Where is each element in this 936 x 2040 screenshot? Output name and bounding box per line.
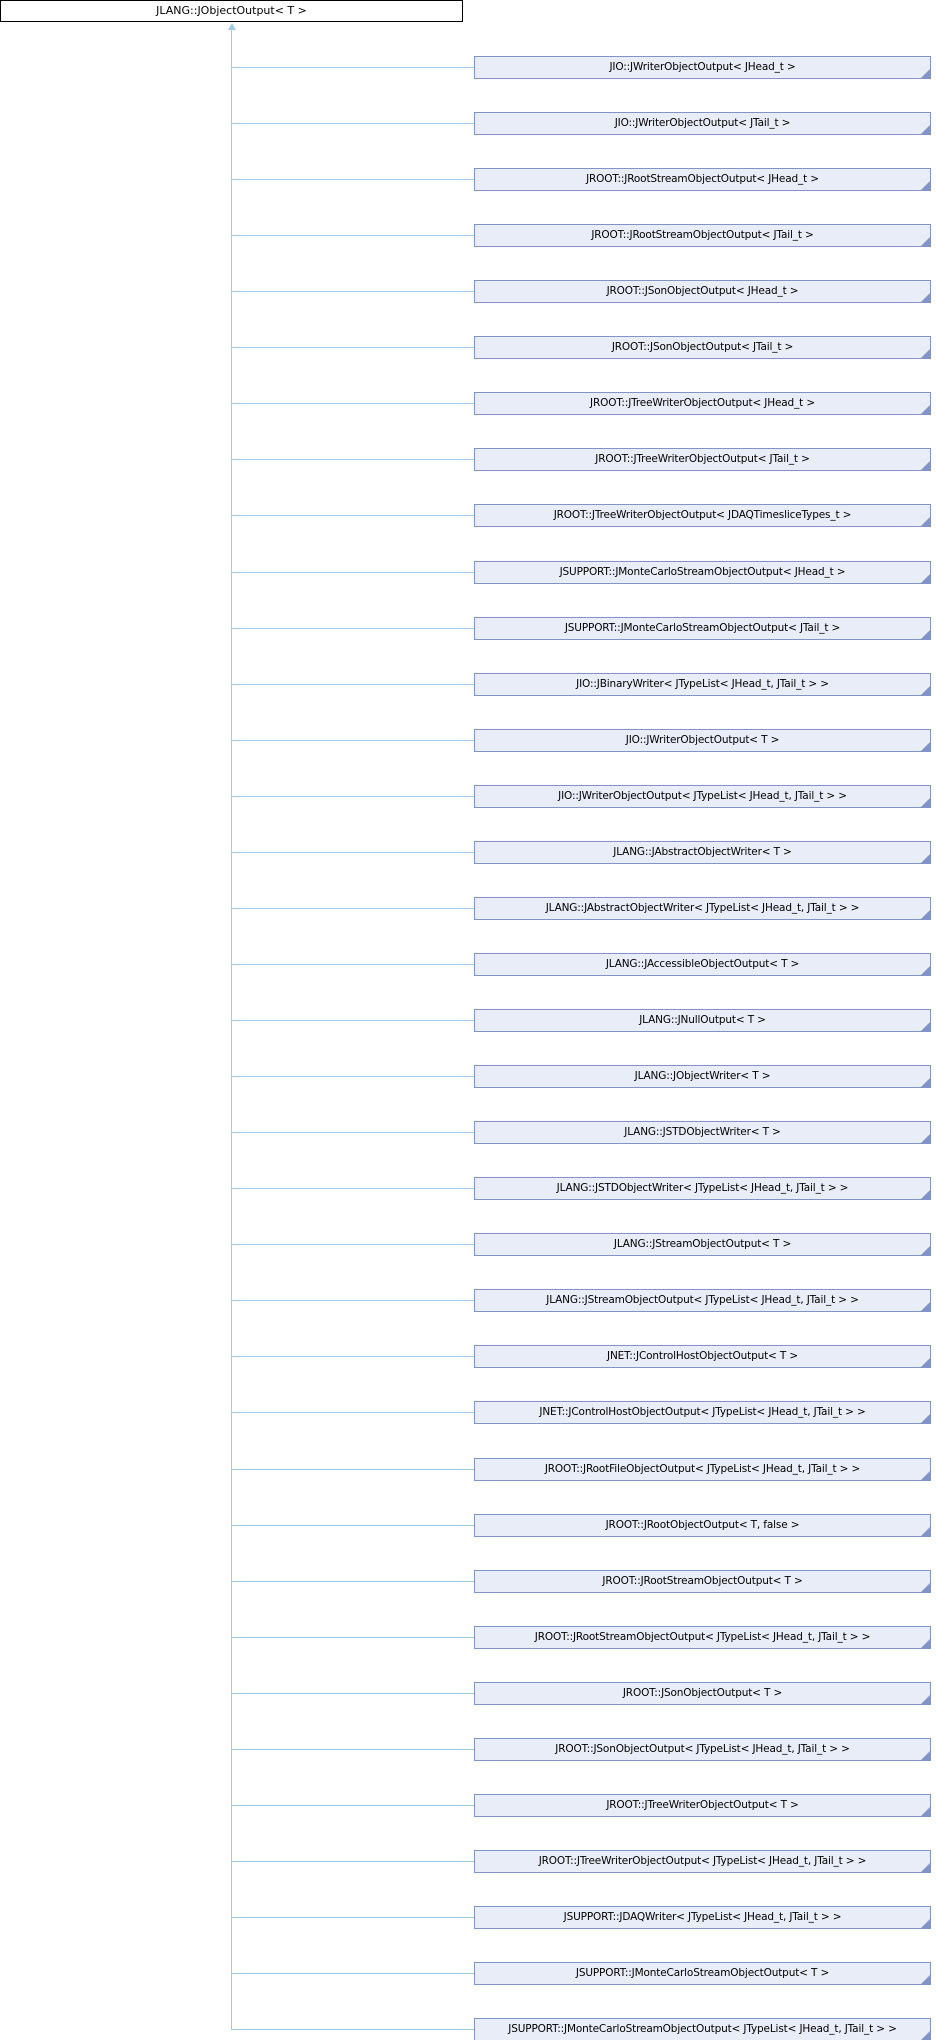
connector-line: [232, 515, 474, 516]
derived-class-node[interactable]: JROOT::JRootFileObjectOutput< JTypeList< JHead_t, JTail_t > >: [474, 1458, 931, 1481]
connector-line: [232, 852, 474, 853]
connector-line: [232, 964, 474, 965]
derived-class-node[interactable]: JROOT::JRootStreamObjectOutput< T >: [474, 1570, 931, 1593]
derived-class-node[interactable]: JROOT::JTreeWriterObjectOutput< JDAQTimesliceTypes_t >: [474, 504, 931, 527]
derived-class-node[interactable]: JLANG::JAbstractObjectWriter< T >: [474, 841, 931, 864]
derived-class-node[interactable]: JROOT::JRootStreamObjectOutput< JHead_t >: [474, 168, 931, 191]
connector-line: [232, 796, 474, 797]
derived-class-node[interactable]: JLANG::JObjectWriter< T >: [474, 1065, 931, 1088]
connector-line: [232, 1356, 474, 1357]
derived-class-node[interactable]: JSUPPORT::JMonteCarloStreamObjectOutput< JTail_t >: [474, 617, 931, 640]
connector-line: [232, 459, 474, 460]
derived-class-node[interactable]: JROOT::JSonObjectOutput< JHead_t >: [474, 280, 931, 303]
connector-line: [232, 403, 474, 404]
connector-line: [232, 740, 474, 741]
derived-class-node[interactable]: JSUPPORT::JMonteCarloStreamObjectOutput< JHead_t >: [474, 561, 931, 584]
derived-class-node[interactable]: JSUPPORT::JMonteCarloStreamObjectOutput< JTypeList< JHead_t, JTail_t > >: [474, 2018, 931, 2040]
derived-class-node[interactable]: JIO::JWriterObjectOutput< JTail_t >: [474, 112, 931, 135]
derived-class-node[interactable]: JROOT::JRootObjectOutput< T, false >: [474, 1514, 931, 1537]
connector-line: [232, 1861, 474, 1862]
derived-class-node[interactable]: JLANG::JStreamObjectOutput< T >: [474, 1233, 931, 1256]
connector-line: [232, 1469, 474, 1470]
connector-line: [232, 1020, 474, 1021]
derived-class-node[interactable]: JROOT::JTreeWriterObjectOutput< T >: [474, 1794, 931, 1817]
inheritance-arrow-icon: [228, 23, 236, 30]
derived-class-node[interactable]: JROOT::JTreeWriterObjectOutput< JHead_t >: [474, 392, 931, 415]
derived-class-node[interactable]: JNET::JControlHostObjectOutput< JTypeList< JHead_t, JTail_t > >: [474, 1401, 931, 1424]
connector-line: [232, 1693, 474, 1694]
derived-class-node[interactable]: JROOT::JSonObjectOutput< JTypeList< JHead_t, JTail_t > >: [474, 1738, 931, 1761]
derived-class-node[interactable]: JLANG::JAbstractObjectWriter< JTypeList< JHead_t, JTail_t > >: [474, 897, 931, 920]
derived-class-node[interactable]: JLANG::JNullOutput< T >: [474, 1009, 931, 1032]
derived-class-node[interactable]: JROOT::JSonObjectOutput< T >: [474, 1682, 931, 1705]
derived-class-node[interactable]: JSUPPORT::JMonteCarloStreamObjectOutput< T >: [474, 1962, 931, 1985]
connector-line: [232, 1581, 474, 1582]
connector-line: [232, 1917, 474, 1918]
connector-line: [232, 1188, 474, 1189]
connector-line: [232, 684, 474, 685]
derived-class-node[interactable]: JROOT::JTreeWriterObjectOutput< JTypeList< JHead_t, JTail_t > >: [474, 1850, 931, 1873]
connector-line: [232, 572, 474, 573]
connector-line: [232, 1300, 474, 1301]
connector-line: [232, 1132, 474, 1133]
connector-line: [232, 1805, 474, 1806]
connector-line: [232, 1244, 474, 1245]
derived-class-node[interactable]: JNET::JControlHostObjectOutput< T >: [474, 1345, 931, 1368]
connector-line: [232, 347, 474, 348]
derived-class-node[interactable]: JROOT::JTreeWriterObjectOutput< JTail_t >: [474, 448, 931, 471]
base-class-node: JLANG::JObjectOutput< T >: [0, 0, 463, 22]
derived-class-node[interactable]: JIO::JWriterObjectOutput< JTypeList< JHead_t, JTail_t > >: [474, 785, 931, 808]
connector-line: [232, 1637, 474, 1638]
connector-line: [232, 67, 474, 68]
connector-line: [232, 1412, 474, 1413]
connector-line: [232, 123, 474, 124]
derived-class-node[interactable]: JLANG::JStreamObjectOutput< JTypeList< JHead_t, JTail_t > >: [474, 1289, 931, 1312]
connector-line: [232, 235, 474, 236]
derived-class-node[interactable]: JROOT::JSonObjectOutput< JTail_t >: [474, 336, 931, 359]
connector-line: [232, 179, 474, 180]
derived-class-node[interactable]: JLANG::JSTDObjectWriter< T >: [474, 1121, 931, 1144]
connector-line: [232, 1749, 474, 1750]
connector-line: [232, 2029, 474, 2030]
trunk-line: [231, 29, 232, 2030]
derived-class-node[interactable]: JLANG::JAccessibleObjectOutput< T >: [474, 953, 931, 976]
derived-class-node[interactable]: JROOT::JRootStreamObjectOutput< JTypeList< JHead_t, JTail_t > >: [474, 1626, 931, 1649]
derived-class-node[interactable]: JLANG::JSTDObjectWriter< JTypeList< JHead_t, JTail_t > >: [474, 1177, 931, 1200]
derived-class-node[interactable]: JIO::JWriterObjectOutput< JHead_t >: [474, 56, 931, 79]
derived-class-node[interactable]: JIO::JBinaryWriter< JTypeList< JHead_t, JTail_t > >: [474, 673, 931, 696]
connector-line: [232, 291, 474, 292]
connector-line: [232, 1973, 474, 1974]
connector-line: [232, 628, 474, 629]
connector-line: [232, 1076, 474, 1077]
connector-line: [232, 908, 474, 909]
derived-class-node[interactable]: JROOT::JRootStreamObjectOutput< JTail_t >: [474, 224, 931, 247]
connector-line: [232, 1525, 474, 1526]
derived-class-node[interactable]: JSUPPORT::JDAQWriter< JTypeList< JHead_t, JTail_t > >: [474, 1906, 931, 1929]
derived-class-node[interactable]: JIO::JWriterObjectOutput< T >: [474, 729, 931, 752]
